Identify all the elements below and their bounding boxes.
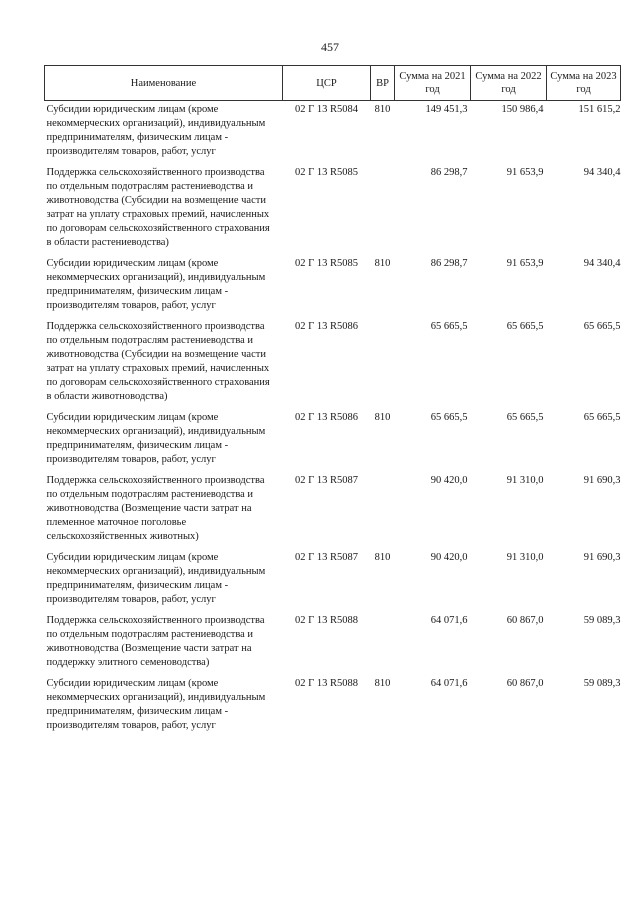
row-sum-2022: 150 986,4 bbox=[501, 104, 544, 115]
row-csr: 02 Г 13 R5085 bbox=[295, 258, 358, 269]
header-vr: ВР bbox=[371, 66, 395, 101]
row-name: Поддержка сельскохозяйственного производства по отдельным подотраслям растениеводства и животноводства (Возмещение части затрат на племенное маточное поголовье сельскохозяйственных животных) bbox=[46, 475, 265, 542]
table-row bbox=[45, 164, 621, 255]
row-sum-2021: 90 420,0 bbox=[430, 552, 468, 563]
table-row bbox=[45, 255, 621, 318]
row-sum-2023: 94 340,4 bbox=[583, 258, 621, 269]
table-row bbox=[45, 318, 621, 409]
row-sum-2023: 59 089,3 bbox=[583, 615, 621, 626]
row-vr bbox=[371, 472, 395, 549]
row-sum-2021: 149 451,3 bbox=[425, 104, 468, 115]
row-sum-2021: 65 665,5 bbox=[430, 321, 468, 332]
row-name: Субсидии юридическим лицам (кроме некоммерческих организаций), индивидуальным предпринимателям, физическим лицам - производителям товаров, работ, услуг bbox=[46, 678, 266, 731]
row-name: Субсидии юридическим лицам (кроме некоммерческих организаций), индивидуальным предпринимателям, физическим лицам - производителям товаров, работ, услуг bbox=[46, 552, 266, 605]
row-sum-2021: 86 298,7 bbox=[430, 258, 468, 269]
row-csr: 02 Г 13 R5087 bbox=[295, 475, 358, 486]
row-sum-2022: 65 665,5 bbox=[506, 412, 544, 423]
row-sum-2022: 91 310,0 bbox=[506, 475, 544, 486]
page-number: 457 bbox=[321, 40, 339, 54]
row-sum-2023: 94 340,4 bbox=[583, 167, 621, 178]
row-sum-2022: 60 867,0 bbox=[506, 678, 544, 689]
table-header-row bbox=[45, 66, 621, 101]
row-sum-2021: 64 071,6 bbox=[430, 615, 468, 626]
row-sum-2022: 65 665,5 bbox=[506, 321, 544, 332]
row-csr: 02 Г 13 R5086 bbox=[295, 321, 358, 332]
row-sum-2022: 91 653,9 bbox=[506, 167, 544, 178]
row-vr: 810 bbox=[374, 552, 391, 563]
row-csr: 02 Г 13 R5084 bbox=[295, 104, 358, 115]
row-sum-2023: 65 665,5 bbox=[583, 321, 621, 332]
header-sum-2021: Сумма на 2021 год bbox=[395, 66, 471, 101]
row-vr bbox=[371, 164, 395, 255]
row-name: Субсидии юридическим лицам (кроме некоммерческих организаций), индивидуальным предпринимателям, физическим лицам - производителям товаров, работ, услуг bbox=[46, 258, 266, 311]
table-row bbox=[45, 675, 621, 738]
header-name: Наименование bbox=[45, 66, 283, 101]
row-vr bbox=[371, 318, 395, 409]
row-sum-2021: 64 071,6 bbox=[430, 678, 468, 689]
row-sum-2023: 59 089,3 bbox=[583, 678, 621, 689]
row-vr: 810 bbox=[374, 258, 391, 269]
row-csr: 02 Г 13 R5088 bbox=[295, 678, 358, 689]
row-name: Поддержка сельскохозяйственного производства по отдельным подотраслям растениеводства и животноводства (Субсидии на возмещение части затрат на уплату страховых премий, начисленных по договорам сельскохозяйственного страхования в области растениеводства) bbox=[46, 167, 270, 248]
row-sum-2023: 65 665,5 bbox=[583, 412, 621, 423]
row-csr: 02 Г 13 R5087 bbox=[295, 552, 358, 563]
row-vr: 810 bbox=[374, 678, 391, 689]
table-row bbox=[45, 101, 621, 165]
row-csr: 02 Г 13 R5086 bbox=[295, 412, 358, 423]
row-sum-2022: 91 653,9 bbox=[506, 258, 544, 269]
row-sum-2021: 86 298,7 bbox=[430, 167, 468, 178]
row-sum-2021: 90 420,0 bbox=[430, 475, 468, 486]
row-vr: 810 bbox=[374, 104, 391, 115]
header-sum-2022: Сумма на 2022 год bbox=[471, 66, 547, 101]
row-sum-2022: 60 867,0 bbox=[506, 615, 544, 626]
row-csr: 02 Г 13 R5088 bbox=[295, 615, 358, 626]
row-vr: 810 bbox=[374, 412, 391, 423]
row-sum-2023: 91 690,3 bbox=[583, 475, 621, 486]
row-csr: 02 Г 13 R5085 bbox=[295, 167, 358, 178]
table-row bbox=[45, 472, 621, 549]
row-sum-2023: 151 615,2 bbox=[578, 104, 621, 115]
row-vr bbox=[371, 612, 395, 675]
row-sum-2021: 65 665,5 bbox=[430, 412, 468, 423]
header-sum-2023: Сумма на 2023 год bbox=[547, 66, 621, 101]
budget-table bbox=[44, 65, 621, 738]
row-name: Поддержка сельскохозяйственного производства по отдельным подотраслям растениеводства и животноводства (Субсидии на возмещение части затрат на уплату страховых премий, начисленных по договорам сельскохозяйственного страхования в области животноводства) bbox=[46, 321, 270, 402]
row-name: Субсидии юридическим лицам (кроме некоммерческих организаций), индивидуальным предпринимателям, физическим лицам - производителям товаров, работ, услуг bbox=[46, 412, 266, 465]
table-row bbox=[45, 549, 621, 612]
table-row bbox=[45, 409, 621, 472]
row-sum-2022: 91 310,0 bbox=[506, 552, 544, 563]
row-name: Субсидии юридическим лицам (кроме некоммерческих организаций), индивидуальным предпринимателям, физическим лицам - производителям товаров, работ, услуг bbox=[46, 104, 266, 157]
row-sum-2023: 91 690,3 bbox=[583, 552, 621, 563]
row-name: Поддержка сельскохозяйственного производства по отдельным подотраслям растениеводства и животноводства (Возмещение части затрат на поддержку элитного семеноводства) bbox=[46, 615, 265, 668]
header-csr: ЦСР bbox=[283, 66, 371, 101]
table-row bbox=[45, 612, 621, 675]
